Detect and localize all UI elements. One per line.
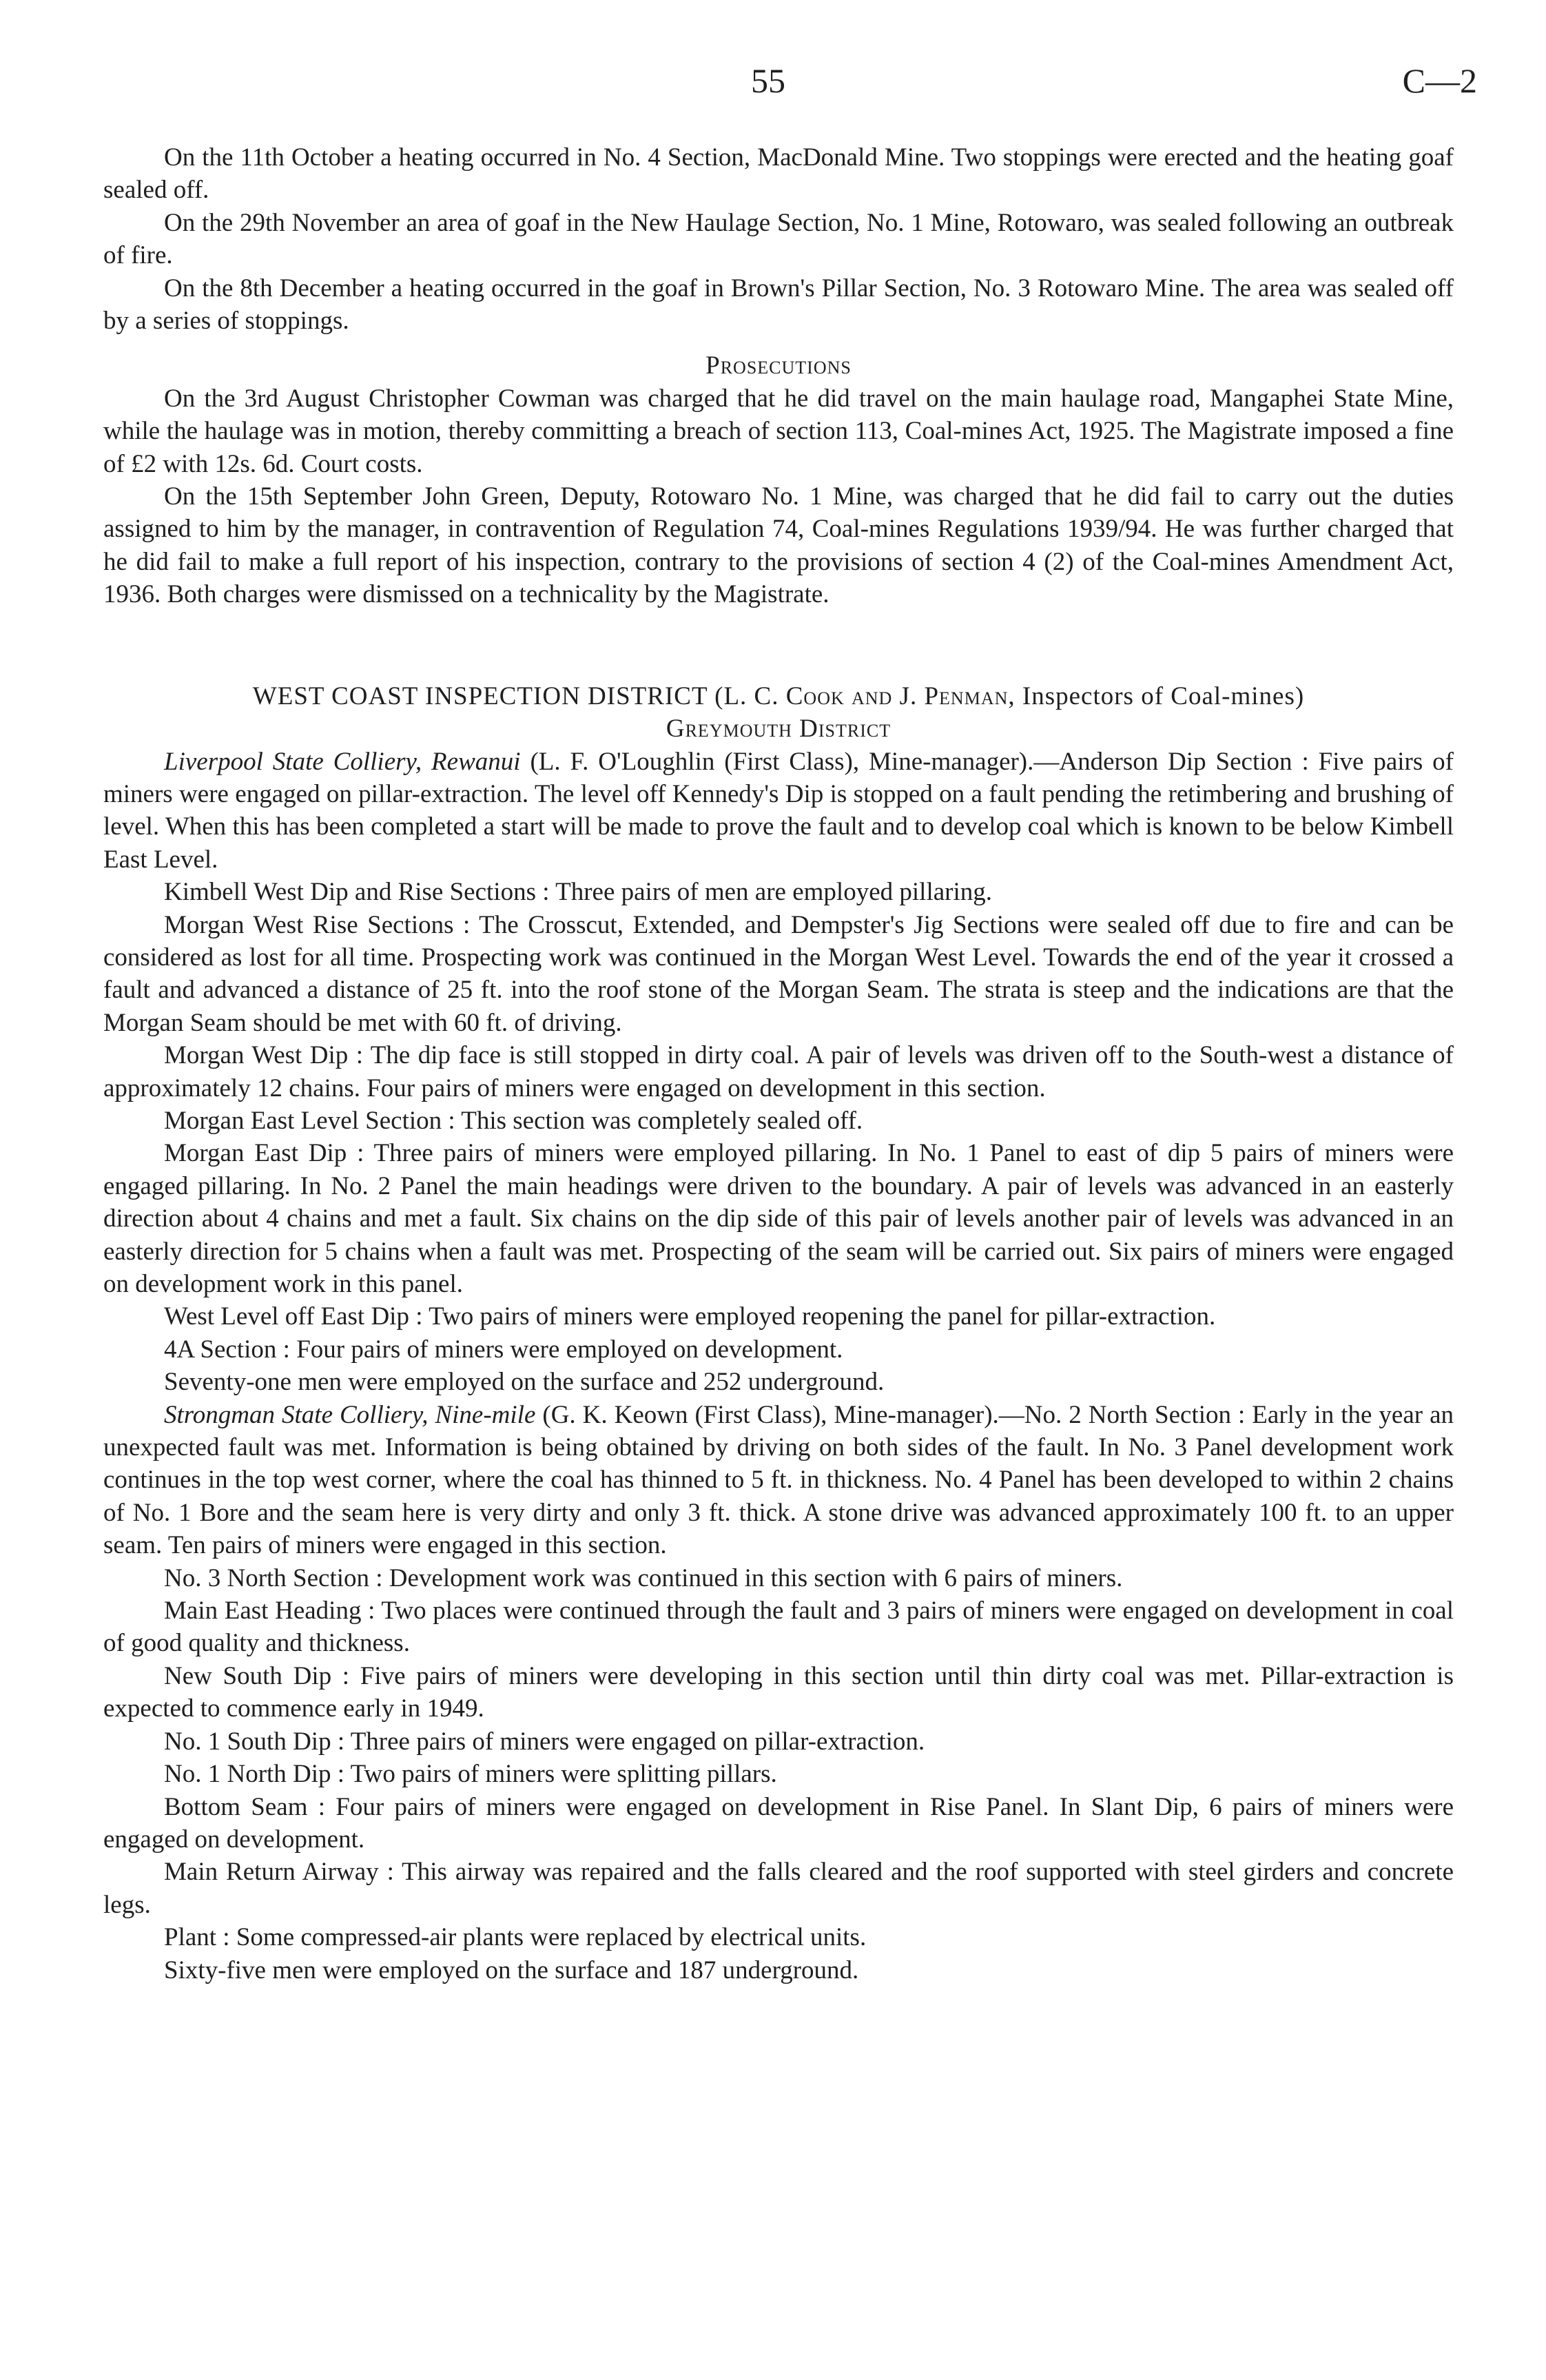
paragraph: On the 8th December a heating occurred in the goaf in Brown's Pillar Section, No. 3 Rotowaro Mine. The area was sealed off by a series of stoppings. <box>103 274 1454 336</box>
paragraph: No. 3 North Section : Development work was continued in this section with 6 pairs of miners. <box>164 1563 1123 1592</box>
paragraph: Seventy-one men were employed on the surface and 252 underground. <box>164 1368 885 1397</box>
paragraph: No. 1 North Dip : Two pairs of miners were splitting pillars. <box>164 1760 777 1789</box>
district-title: WEST COAST INSPECTION DISTRICT ( <box>252 681 724 710</box>
paragraph: Kimbell West Dip and Rise Sections : Three pairs of men are employed pillaring. <box>164 878 992 907</box>
page-header <box>0 61 1546 116</box>
paragraph: 4A Section : Four pairs of miners were employed on development. <box>164 1335 843 1364</box>
paragraph: Plant : Some compressed-air plants were replaced by electrical units. <box>164 1923 867 1952</box>
section-heading-prosecutions: Prosecutions <box>705 351 852 380</box>
district-inspectors: L. C. Cook and J. Penman <box>723 681 1009 710</box>
paragraph: On the 29th November an area of goaf in the New Haulage Section, No. 1 Mine, Rotowaro, was sealed following an outbreak of fire. <box>103 208 1454 270</box>
paragraph: No. 1 South Dip : Three pairs of miners were engaged on pillar-extraction. <box>164 1727 925 1756</box>
paragraph: Main East Heading : Two places were continued through the fault and 3 pairs of miners were engaged on development in coal of good quality and thickness. <box>103 1597 1454 1658</box>
page-number: 55 <box>751 61 785 100</box>
paragraph: Bottom Seam : Four pairs of miners were engaged on development in Rise Panel. In Slant Dip, 6 pairs of miners were engaged on development. <box>103 1792 1454 1854</box>
colliery-paragraph <box>103 746 1454 876</box>
paragraph: On the 15th September John Green, Deputy, Rotowaro No. 1 Mine, was charged that he did fail to carry out the duties assigned to him by the manager, in contravention of Regulation 74, Coal-mines Regulations 1939/94. He was further charged that he did fail to make a full report of his inspection, contrary to the provisions of section 4 (2) of the Coal-mines Amendment Act, 1936. Both charges were dismissed on a technicality by the Magistrate. <box>103 482 1454 609</box>
colliery-name: Strongman State Colliery, Nine-mile <box>164 1400 536 1429</box>
paragraph: On the 3rd August Christopher Cowman was charged that he did travel on the main haulage road, Mangaphei State Mine, while the haulage was in motion, thereby committing a breach of section 113, Coal-mines Act, 1925. The Magistrate imposed a fine of £2 with 12s. 6d. Court costs. <box>103 384 1454 478</box>
colliery-text: (L. F. O'Loughlin (First Class), Mine-manager).—Anderson Dip Section : Five pairs of miners were engaged on pillar-extraction. The level off Kennedy's Dip is stopped on a fault pending the retimbering and brushing of level. When this has been completed a start will be made to prove the fault and to develop coal which is known to be below Kimbell East Level. <box>103 747 1454 874</box>
colliery-text: (G. K. Keown (First Class), Mine-manager).—No. 2 North Section : Early in the year an unexpected fault was met. Information is being obtained by driving on both sides of the fault. In No. 3 Panel development work continues in the top west corner, where the coal has thinned to 5 ft. in thickness. No. 4 Panel has been developed to within 2 chains of No. 1 Bore and the seam here is very dirty and only 3 ft. thick. A stone drive was advanced approximately 100 ft. to an upper seam. Ten pairs of miners were engaged in this section. <box>103 1400 1454 1560</box>
paragraph: West Level off East Dip : Two pairs of miners were employed reopening the panel for pillar-extraction. <box>164 1302 1216 1331</box>
paragraph: Main Return Airway : This airway was repaired and the falls cleared and the roof supported with steel girders and concrete legs. <box>103 1858 1454 1919</box>
paragraph: Morgan East Dip : Three pairs of miners were employed pillaring. In No. 1 Panel to east of dip 5 pairs of miners were engaged pillaring. In No. 2 Panel the main headings were driven to the boundary. A pair of levels was advanced in an easterly direction about 4 chains and met a fault. Six chains on the dip side of this pair of levels another pair of levels was advanced in an easterly direction for 5 chains when a fault was met. Prospecting of the seam will be carried out. Six pairs of miners were engaged on development work in this panel. <box>103 1139 1454 1298</box>
paragraph: New South Dip : Five pairs of miners were developing in this section until thin dirty coal was met. Pillar-extraction is expected to commence early in 1949. <box>103 1661 1454 1723</box>
document-reference: C—2 <box>1402 61 1477 100</box>
paragraph: On the 11th October a heating occurred in No. 4 Section, MacDonald Mine. Two stoppings were erected and the heating goaf sealed off. <box>103 143 1454 205</box>
paragraph: Sixty-five men were employed on the surface and 187 underground. <box>164 1956 859 1984</box>
district-heading <box>103 680 1454 712</box>
district-title-tail: , Inspectors of Coal-mines) <box>1008 681 1305 710</box>
paragraph: Morgan East Level Section : This section was completely sealed off. <box>164 1106 863 1135</box>
colliery-paragraph <box>103 1399 1454 1562</box>
subdistrict-heading: Greymouth District <box>666 715 891 743</box>
colliery-name: Liverpool State Colliery, Rewanui <box>164 747 521 776</box>
paragraph: Morgan West Rise Sections : The Crosscut, Extended, and Dempster's Jig Sections were sealed off due to fire and can be considered as lost for all time. Prospecting work was continued in the Morgan West Level. Towards the end of the year it crossed a fault and advanced a distance of 25 ft. into the roof stone of the Morgan Seam. The strata is steep and the indications are that the Morgan Seam should be met with 60 ft. of driving. <box>103 910 1454 1037</box>
paragraph: Morgan West Dip : The dip face is still stopped in dirty coal. A pair of levels was driven off to the South-west a distance of approximately 12 chains. Four pairs of miners were engaged on development in this section. <box>103 1041 1454 1102</box>
body-text <box>103 141 1454 1987</box>
